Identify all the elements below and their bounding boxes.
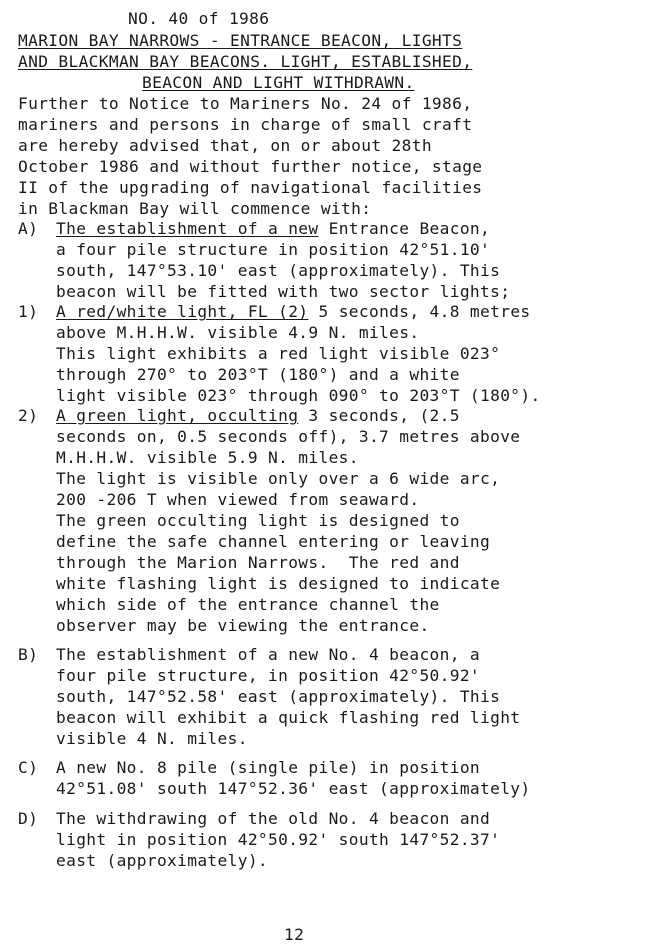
section-d-marker: D) xyxy=(18,809,39,828)
notice-title-line-1: MARION BAY NARROWS - ENTRANCE BEACON, LIGHTS xyxy=(18,31,463,50)
light-1-line-2: above M.H.H.W. visible 4.9 N. miles. xyxy=(56,323,420,342)
light-2-line-7: define the safe channel entering or leaving xyxy=(56,532,491,551)
notice-title-line-2: AND BLACKMAN BAY BEACONS. LIGHT, ESTABLISHED, xyxy=(18,52,473,71)
light-1-line-3: This light exhibits a red light visible 023° xyxy=(56,344,501,363)
light-2-line-3: M.H.H.W. visible 5.9 N. miles. xyxy=(56,448,359,467)
section-b-line-1: The establishment of a new No. 4 beacon, a xyxy=(56,645,481,664)
intro-line-5: II of the upgrading of navigational facilities xyxy=(18,178,483,197)
intro-line-2: mariners and persons in charge of small craft xyxy=(18,115,473,134)
light-2-line-10: which side of the entrance channel the xyxy=(56,595,440,614)
intro-line-3: are hereby advised that, on or about 28th xyxy=(18,136,432,155)
section-d-line-1: The withdrawing of the old No. 4 beacon and xyxy=(56,809,491,828)
light-2-lead: A green light, occulting xyxy=(56,406,299,425)
light-2-first-line xyxy=(56,406,460,426)
section-a-line-4: beacon will be fitted with two sector lights; xyxy=(56,282,511,301)
light-1-line-4: through 270° to 203°T (180°) and a white xyxy=(56,365,460,384)
section-b-line-2: four pile structure, in position 42°50.92' xyxy=(56,666,481,685)
light-2-line-11: observer may be viewing the entrance. xyxy=(56,616,430,635)
light-1-rest: 5 seconds, 4.8 metres xyxy=(308,302,531,321)
section-a-lead: The establishment of a new xyxy=(56,219,319,238)
notice-number: NO. 40 of 1986 xyxy=(128,9,270,28)
notice-title-line-3: BEACON AND LIGHT WITHDRAWN. xyxy=(142,73,415,92)
section-c-line-2: 42°51.08' south 147°52.36' east (approximately) xyxy=(56,779,531,798)
section-a-rest: Entrance Beacon, xyxy=(318,219,491,238)
section-d-line-2: light in position 42°50.92' south 147°52.37' xyxy=(56,830,501,849)
light-2-line-6: The green occulting light is designed to xyxy=(56,511,460,530)
light-2-line-9: white flashing light is designed to indicate xyxy=(56,574,501,593)
section-c-line-1: A new No. 8 pile (single pile) in position xyxy=(56,758,481,777)
light-2-line-2: seconds on, 0.5 seconds off), 3.7 metres above xyxy=(56,427,521,446)
section-c-marker: C) xyxy=(18,758,39,777)
intro-line-6: in Blackman Bay will commence with: xyxy=(18,199,372,218)
section-b-line-4: beacon will exhibit a quick flashing red light xyxy=(56,708,521,727)
section-a-first-line xyxy=(56,219,490,239)
light-1-marker: 1) xyxy=(18,302,39,321)
intro-line-1: Further to Notice to Mariners No. 24 of 1986, xyxy=(18,94,473,113)
light-1-first-line xyxy=(56,302,531,322)
section-a-line-2: a four pile structure in position 42°51.10' xyxy=(56,240,491,259)
section-a-line-3: south, 147°53.10' east (approximately). This xyxy=(56,261,501,280)
light-1-lead: A red/white light, FL (2) xyxy=(56,302,309,321)
light-2-line-8: through the Marion Narrows. The red and xyxy=(56,553,460,572)
light-2-line-5: 200 -206 T when viewed from seaward. xyxy=(56,490,420,509)
intro-line-4: October 1986 and without further notice, stage xyxy=(18,157,483,176)
light-2-line-4: The light is visible only over a 6 wide arc, xyxy=(56,469,501,488)
section-a-marker: A) xyxy=(18,219,39,238)
section-b-line-3: south, 147°52.58' east (approximately). This xyxy=(56,687,501,706)
light-1-line-5: light visible 023° through 090° to 203°T (180°). xyxy=(56,386,541,405)
section-b-line-5: visible 4 N. miles. xyxy=(56,729,248,748)
page-number: 12 xyxy=(284,925,305,944)
section-b-marker: B) xyxy=(18,645,39,664)
light-2-marker: 2) xyxy=(18,406,39,425)
light-2-rest: 3 seconds, (2.5 xyxy=(298,406,460,425)
section-d-line-3: east (approximately). xyxy=(56,851,269,870)
